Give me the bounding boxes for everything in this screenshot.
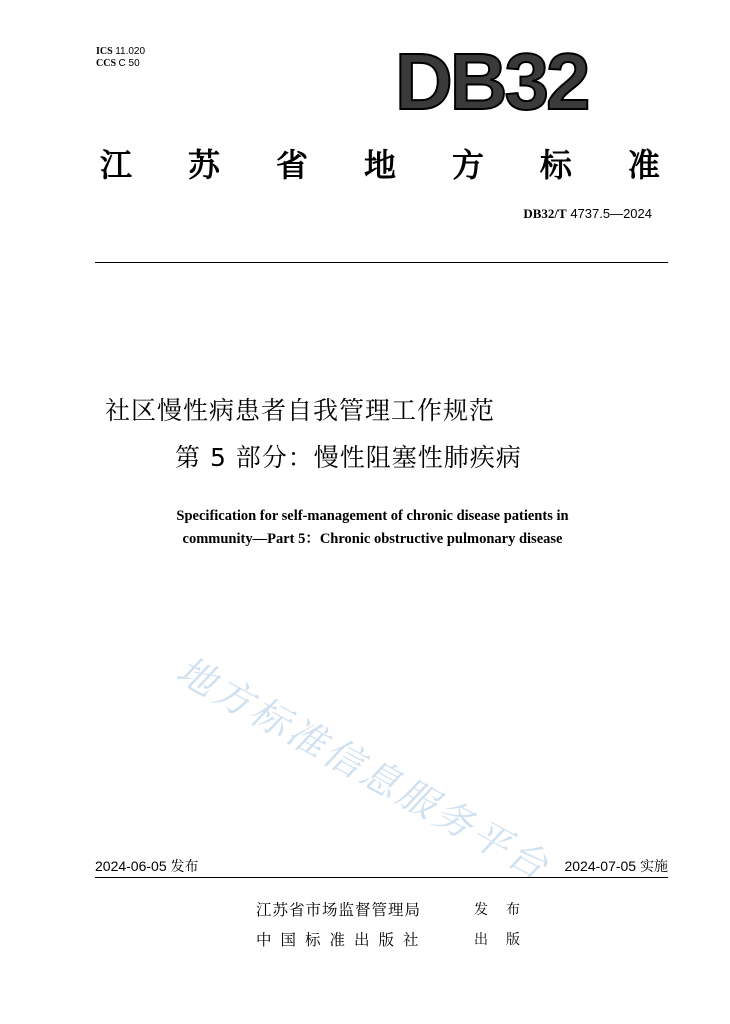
publisher-name: 中国标准出版社 (256, 931, 428, 949)
ccs-line (96, 58, 145, 70)
standard-number-prefix: DB32/T (523, 206, 567, 221)
english-title (100, 505, 645, 551)
standard-type-char: 方 (451, 146, 484, 184)
ics-value: 11.020 (115, 46, 146, 57)
standard-number (523, 206, 652, 222)
implementation-date: 2024-07-05 实施 (564, 858, 668, 874)
ics-line (96, 46, 145, 58)
db32-logo: DB32 (395, 37, 588, 126)
chinese-title-line2: 第 5 部分：慢性阻塞性肺疾病 (175, 443, 522, 472)
english-title-line1: Specification for self-management of chronic disease patients in (176, 508, 569, 524)
ccs-label: CCS (96, 58, 117, 69)
standard-type-char: 江 (100, 146, 133, 184)
header-divider (95, 262, 668, 263)
ics-label: ICS (96, 46, 113, 57)
release-date: 2024-06-05 发布 (95, 858, 199, 874)
publisher-action: 出版 (474, 932, 538, 948)
issuer-name: 江苏省市场监督管理局 (256, 901, 422, 919)
watermark: 地方标准信息服务平台 (169, 647, 558, 890)
standard-number-rest: 4737.5—2024 (566, 206, 652, 221)
standard-type-char: 标 (539, 146, 572, 184)
standard-type-char: 准 (627, 146, 660, 184)
classification-codes (96, 46, 145, 70)
ccs-value: C 50 (118, 58, 140, 69)
chinese-title-line1: 社区慢性病患者自我管理工作规范 (105, 396, 496, 425)
issuer-action: 发布 (474, 902, 538, 918)
footer-divider (95, 877, 668, 878)
standard-type-char: 省 (275, 146, 308, 184)
standard-type-title (100, 145, 660, 185)
standard-type-char: 苏 (187, 146, 220, 184)
english-title-line2: community—Part 5：Chronic obstructive pulmonary disease (182, 531, 563, 547)
standard-type-char: 地 (363, 146, 396, 184)
